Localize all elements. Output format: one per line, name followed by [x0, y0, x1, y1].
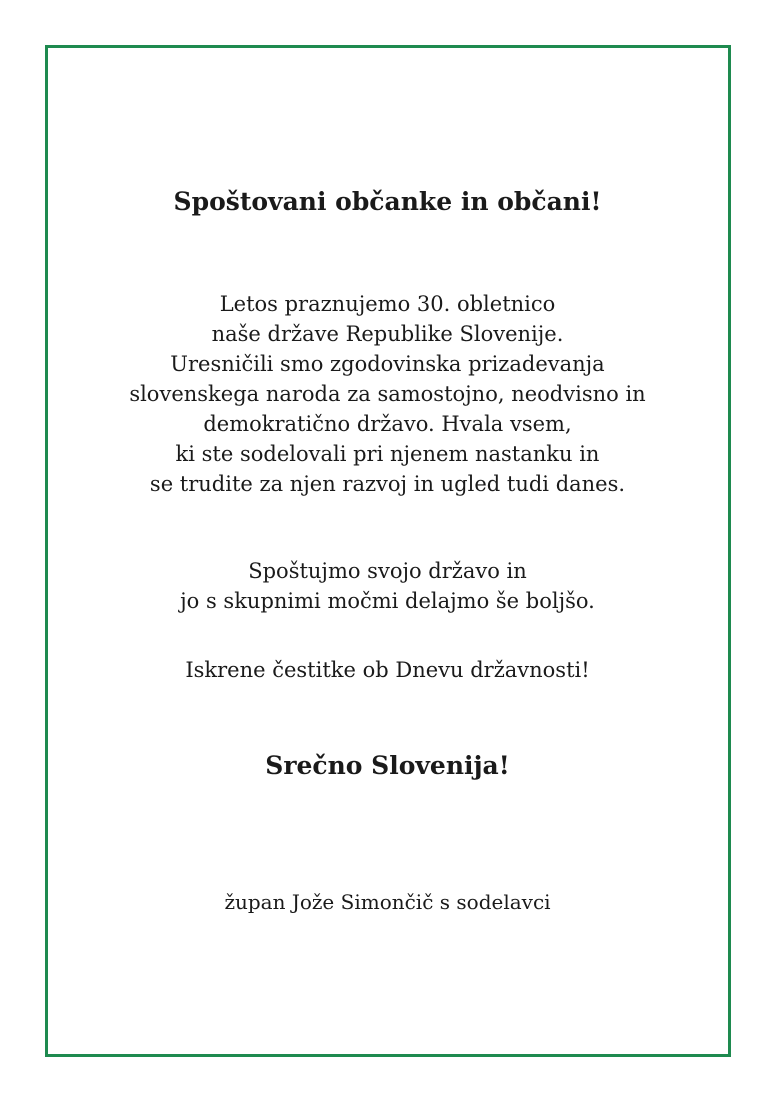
paragraph-line: Letos praznujemo 30. obletnico	[219, 292, 556, 316]
paragraph-line: demokratično državo. Hvala vsem,	[203, 412, 572, 436]
paragraph-line: Iskrene čestitke ob Dnevu državnosti!	[185, 658, 590, 682]
anniversary-paragraph	[0, 289, 775, 499]
paragraph-line: slovenskega naroda za samostojno, neodvisno in	[129, 382, 646, 406]
signature: župan Jože Simončič s sodelavci	[224, 890, 551, 914]
congratulations-paragraph	[0, 655, 775, 685]
greeting-heading: Spoštovani občanke in občani!	[173, 187, 602, 216]
paragraph-line: jo s skupnimi močmi delajmo še boljšo.	[180, 589, 595, 613]
respect-paragraph	[0, 556, 775, 616]
paragraph-line: ki ste sodelovali pri njenem nastanku in	[175, 442, 600, 466]
paragraph-line: se trudite za njen razvoj in ugled tudi danes.	[149, 472, 626, 496]
paragraph-line: naše države Republike Slovenije.	[211, 322, 564, 346]
closing-heading: Srečno Slovenija!	[265, 751, 510, 780]
paragraph-line: Uresničili smo zgodovinska prizadevanja	[170, 352, 605, 376]
paragraph-line: Spoštujmo svojo državo in	[248, 559, 527, 583]
